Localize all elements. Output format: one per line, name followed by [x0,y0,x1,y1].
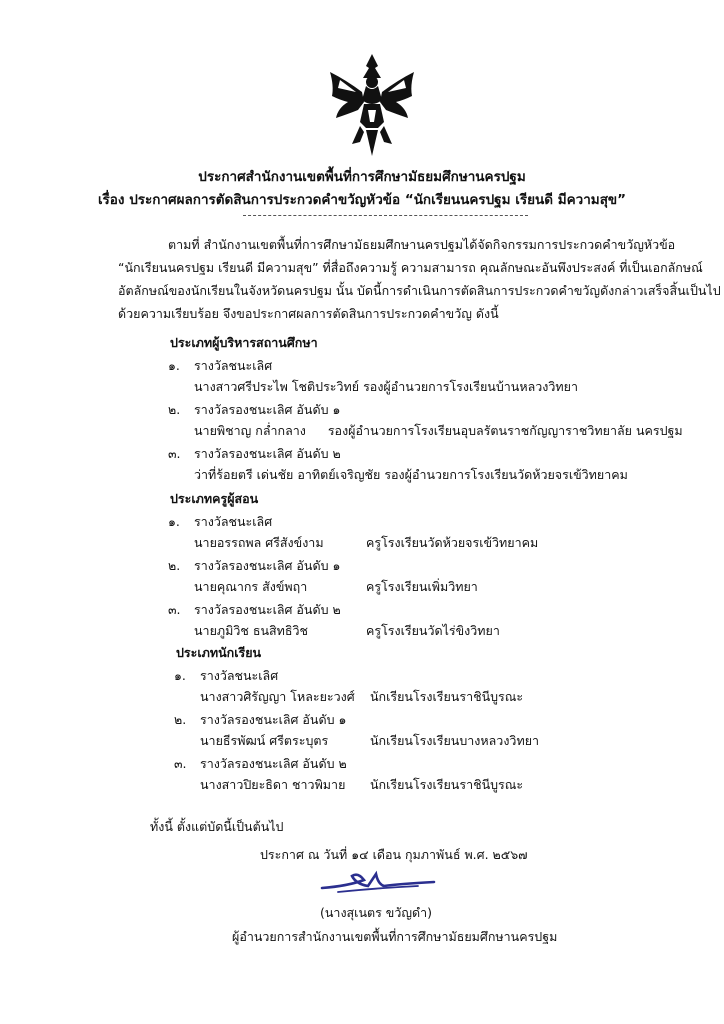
winner-desc: นักเรียนโรงเรียนราชินีบูรณะ [370,777,524,792]
winner-name: ว่าที่ร้อยตรี เด่นชัย อาทิตย์เจริญชัย [194,467,381,482]
intro-line-4: ด้วยความเรียบร้อย จึงขอประกาศผลการตัดสินการประกวดคำขวัญ ดังนี้ [118,306,499,321]
intro-line-3: อัตลักษณ์ของนักเรียนในจังหวัดนครปฐม นั้น บัดนี้การดำเนินการตัดสินการประกวดคำขวัญดังกล่าวเสร็จสิ้นเป็นไป [118,283,721,298]
award-item [168,513,272,531]
winner-name: นางสาวศิรัญญา โหละยะวงศ์ [200,689,355,704]
award-title: รางวัลรองชนะเลิศ อันดับ ๑ [194,402,341,417]
award-title: รางวัลรองชนะเลิศ อันดับ ๒ [200,756,347,771]
award-item [168,357,272,375]
award-number: ๓. [168,446,181,461]
award-item [168,601,341,619]
winner-name: นายอรรถพล ศรีสังข์งาม [194,535,324,550]
dashed-divider [243,215,528,216]
winner-name: นางสาวศรีประไพ โชติประวิทย์ [194,379,360,394]
effective-statement: ทั้งนี้ ตั้งแต่บัดนี้เป็นต้นไป [150,819,284,834]
category-title-teacher: ประเภทครูผู้สอน [170,491,259,506]
winner-desc: นักเรียนโรงเรียนบางหลวงวิทยา [370,733,540,748]
award-item [168,445,341,463]
intro-line-1: ตามที่ สำนักงานเขตพื้นที่การศึกษามัธยมศึกษานครปฐมได้จัดกิจกรรมการประกวดคำขวัญหัวข้อ [168,237,676,252]
winner-desc: รองผู้อำนวยการโรงเรียนวัดห้วยจรเข้วิทยาคม [384,467,628,482]
award-item [174,755,347,773]
intro-line-2: “นักเรียนนครปฐม เรียนดี มีความสุข” ที่สื่อถึงความรู้ ความสามารถ คุณลักษณะอันพึงประสงค์ ที่เป็นเอกลักษณ์ [118,260,703,275]
award-title: รางวัลรองชนะเลิศ อันดับ ๑ [194,558,341,573]
announcement-subject: เรื่อง ประกาศผลการตัดสินการประกวดคำขวัญหัวข้อ “นักเรียนนครปฐม เรียนดี มีความสุข” [97,192,627,208]
announcement-title: ประกาศสำนักงานเขตพื้นที่การศึกษามัธยมศึกษานครปฐม [198,169,526,185]
award-title: รางวัลชนะเลิศ [194,514,273,529]
garuda-emblem-icon [326,52,418,158]
award-title: รางวัลรองชนะเลิศ อันดับ ๒ [194,446,341,461]
award-title: รางวัลรองชนะเลิศ อันดับ ๑ [200,712,347,727]
winner-line [194,422,683,440]
winner-desc: ครูโรงเรียนวัดไร่ขิงวิทยา [366,623,500,638]
award-title: รางวัลชนะเลิศ [200,668,279,683]
award-title: รางวัลรองชนะเลิศ อันดับ ๒ [194,602,341,617]
award-title: รางวัลชนะเลิศ [194,358,273,373]
award-item [174,667,278,685]
award-number: ๓. [174,756,187,771]
winner-desc: รองผู้อำนวยการโรงเรียนอุบลรัตนราชกัญญาราชวิทยาลัย นครปฐม [327,423,683,438]
winner-desc: รองผู้อำนวยการโรงเรียนบ้านหลวงวิทยา [363,379,578,394]
winner-desc: ครูโรงเรียนเพิ่มวิทยา [366,579,478,594]
award-item [174,711,346,729]
award-number: ๑. [168,514,180,529]
winner-name: นายคุณากร สังข์พฤา [194,579,308,594]
announcement-date: ประกาศ ณ วันที่ ๑๔ เดือน กุมภาพันธ์ พ.ศ. ๒๕๖๗ [260,847,528,862]
category-title-admin: ประเภทผู้บริหารสถานศึกษา [170,335,318,350]
winner-line [194,466,628,484]
winner-name: นายภูมิวิช ธนสิทธิวิช [194,623,309,638]
winner-name: นางสาวปิยะธิดา ชาวพิมาย [200,777,346,792]
winner-name: นายธีรพัฒน์ ศรีตระบุตร [200,733,329,748]
category-title-student: ประเภทนักเรียน [176,645,262,660]
signer-name: (นางสุเนตร ขวัญดำ) [320,905,433,920]
award-number: ๒. [168,402,181,417]
award-item [168,401,340,419]
award-item [168,557,340,575]
winner-desc: นักเรียนโรงเรียนราชินีบูรณะ [370,689,524,704]
winner-desc: ครูโรงเรียนวัดห้วยจรเข้วิทยาคม [366,535,539,550]
award-number: ๒. [168,558,181,573]
signer-position: ผู้อำนวยการสำนักงานเขตพื้นที่การศึกษามัธยมศึกษานครปฐม [232,929,558,944]
award-number: ๓. [168,602,181,617]
award-number: ๑. [168,358,180,373]
winner-line [194,378,578,396]
award-number: ๒. [174,712,187,727]
award-number: ๑. [174,668,186,683]
winner-name: นายพิชาญ กล่ำกลาง [194,423,306,438]
signature-icon [318,866,438,896]
